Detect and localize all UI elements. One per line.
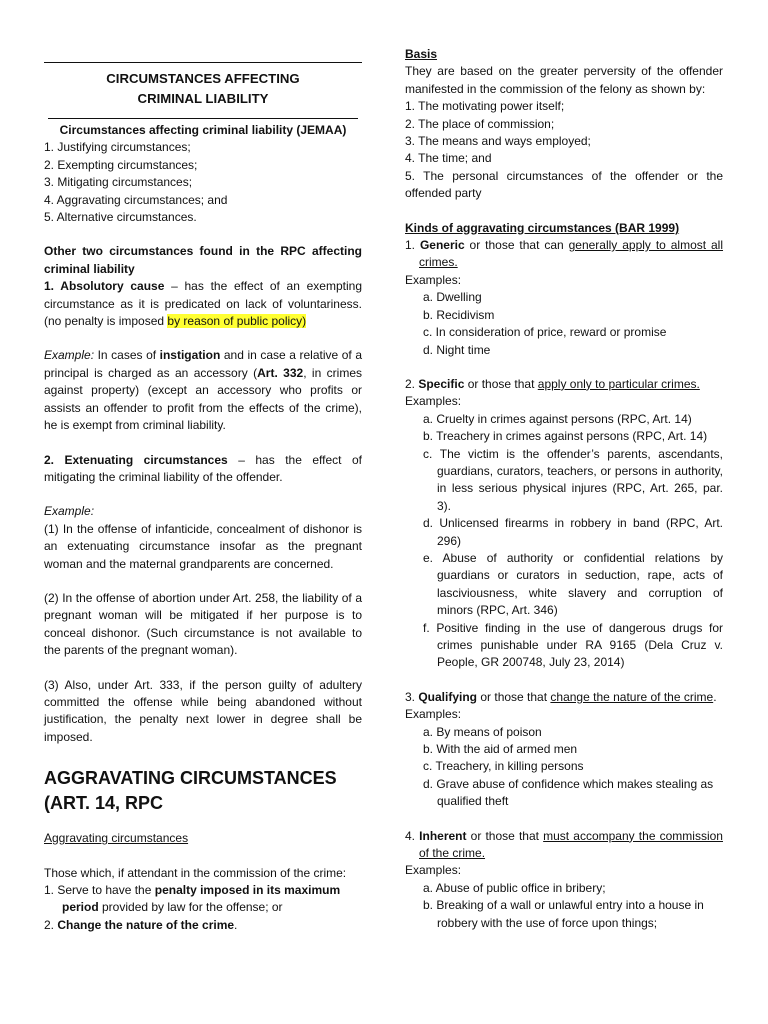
change-text: 2.: [44, 917, 58, 932]
basis-text: They are based on the greater perversity of the offender manifested in the commission of the felony as shown by:: [405, 64, 723, 96]
specific-examples: [405, 411, 723, 672]
list-item: 1. The motivating power itself;: [405, 99, 565, 114]
highlighted-text: by reason of public policy): [167, 314, 307, 329]
list-item: 5. Alternative circumstances.: [44, 210, 197, 225]
specific-item: [405, 376, 723, 393]
list-item: 3. The means and ways employed;: [405, 134, 591, 149]
generic-examples: [405, 289, 723, 359]
list-item: 4. Aggravating circumstances; and: [44, 192, 228, 207]
list-item: 1. Justifying circumstances;: [44, 140, 191, 155]
list-item: d. Unlicensed firearms in robbery in band (RPC, Art. 296): [423, 516, 723, 548]
kinds-heading: Kinds of aggravating circumstances (BAR 1999): [405, 220, 680, 235]
those-which: Those which, if attendant in the commission of the crime:: [44, 865, 347, 880]
examples-label: Examples:: [405, 707, 462, 722]
aggravating-heading-2: (ART. 14, RPC: [44, 793, 164, 814]
examples-label: Examples:: [405, 272, 462, 287]
other-heading: Other two circumstances found in the RPC affecting criminal liability: [44, 244, 362, 276]
change-text: .: [234, 917, 238, 932]
qualifying-examples: [405, 724, 723, 811]
example2-label: Example:: [44, 504, 95, 519]
doc-title-line2: CRIMINAL LIABILITY: [137, 91, 269, 106]
serve-text: 1. Serve to have the: [44, 883, 155, 897]
specific-text: 2.: [405, 376, 419, 391]
list-item: a. By means of poison: [423, 724, 542, 739]
absolutory-label: 1. Absolutory cause: [44, 279, 165, 294]
qualifying-text: 3.: [405, 689, 419, 704]
list-item: c. In consideration of price, reward or promise: [423, 325, 667, 340]
list-item: d. Grave abuse of confidence which makes stealing as qualified theft: [423, 776, 714, 809]
generic-bold: Generic: [419, 238, 465, 253]
left-column: [44, 40, 362, 934]
examples-label: Examples:: [405, 394, 462, 409]
aggravating-heading-1: AGGRAVATING CIRCUMSTANCES: [44, 768, 337, 789]
inherent-text: 4.: [405, 828, 420, 843]
example-2: (2) In the offense of abortion under Art. 258, the liability of a pregnant woman will be mitigated if her purpose is to conceal dishonor. (Such circumstance is not available to the parents of the pregnant woman).: [44, 590, 362, 658]
aggravating-subheading: Aggravating circumstances: [44, 831, 189, 846]
specific-underline: apply only to particular crimes.: [537, 376, 700, 391]
jemaa-heading: Circumstances affecting criminal liability (JEMAA): [59, 123, 347, 137]
serve-item: [44, 882, 362, 917]
list-item: 3. Mitigating circumstances;: [44, 175, 193, 190]
jemaa-list: [44, 139, 362, 226]
list-item: a. Dwelling: [423, 290, 482, 305]
basis-list: [405, 98, 723, 202]
example-3: (3) Also, under Art. 333, if the person guilty of adultery committed the offense while being abandoned without justification, the penalty next lower in degree shall be imposed.: [44, 677, 362, 744]
extenuating-paragraph: [44, 452, 362, 487]
generic-text: 1.: [405, 238, 420, 253]
top-rule: [44, 62, 362, 63]
list-item: b. Breaking of a wall or unlawful entry into a house in robbery with the use of force upon things;: [423, 898, 704, 930]
extenuating-text: – has the effect of mitigating the criminal liability of the offender.: [44, 452, 362, 484]
qualifying-bold: Qualifying: [418, 689, 478, 704]
generic-underline: generally apply to almost all crimes.: [419, 238, 724, 270]
change-bold: Change the nature of the crime: [57, 917, 235, 932]
inherent-bold: Inherent: [419, 828, 467, 843]
qualifying-text: .: [713, 689, 717, 704]
example-1: (1) In the offense of infanticide, concealment of dishonor is an extenuating circumstance insofar as the pregnant woman and the maternal grandparents are concerned.: [44, 521, 362, 571]
list-item: 2. Exempting circumstances;: [44, 157, 198, 172]
inherent-text: or those that: [466, 828, 544, 843]
list-item: a. Abuse of public office in bribery;: [423, 880, 606, 895]
specific-bold: Specific: [418, 376, 465, 391]
qualifying-underline: change the nature of the crime: [550, 689, 714, 704]
generic-item: [405, 237, 723, 272]
list-item: 4. The time; and: [405, 151, 492, 166]
example-bold: Art. 332: [257, 365, 304, 380]
example-text: In cases of: [94, 348, 160, 363]
serve-text: provided by law for the offense; or: [98, 900, 283, 915]
inherent-underline: must accompany the commission of the crime.: [419, 828, 723, 861]
doc-title-line1: CIRCUMSTANCES AFFECTING: [106, 71, 300, 86]
list-item: 2. The place of commission;: [405, 116, 555, 131]
extenuating-label: 2. Extenuating circumstances: [44, 452, 228, 467]
example-bold: instigation: [159, 348, 221, 363]
example-text: and in case a relative of a principal is charged as an accessory (: [44, 348, 362, 380]
examples-label: Examples:: [405, 863, 462, 878]
absolutory-text: – has the effect of an exempting circumstance as it is predicated on lack of voluntariness. (no penalty is imposed: [44, 279, 362, 329]
right-column: [405, 46, 723, 932]
serve-bold: penalty imposed in its maximum period: [62, 883, 341, 915]
list-item: d. Night time: [423, 342, 491, 357]
list-item: c. Treachery, in killing persons: [423, 759, 584, 774]
example-text: , in crimes against property) (except an accessory who profits or assists an offender to profit from the effects of the crime), he is exempt from criminal liability.: [44, 365, 362, 433]
list-item: b. Treachery in crimes against persons (RPC, Art. 14): [423, 429, 708, 444]
list-item: 5. The personal circumstances of the offender or the offended party: [405, 168, 723, 201]
specific-text: or those that: [464, 376, 538, 391]
list-item: c. The victim is the offender’s parents, ascendants, guardians, curators, teachers, or persons in authority, in less serious physical injures (RPC, Art. 265, par. 3).: [423, 446, 723, 513]
inherent-item: [405, 828, 723, 863]
absolutory-paragraph: [44, 278, 362, 330]
list-item: b. Recidivism: [423, 307, 495, 322]
list-item: a. Cruelty in crimes against persons (RPC, Art. 14): [423, 411, 692, 426]
example-paragraph: [44, 347, 362, 434]
inherent-examples: [405, 880, 723, 932]
example-label: Example:: [44, 348, 95, 363]
list-item: f. Positive finding in the use of dangerous drugs for crimes punishable under RA 9165 (Dela Cruz v. People, GR 200748, July 23, 2014): [423, 620, 723, 670]
list-item: b. With the aid of armed men: [423, 742, 578, 757]
list-item: e. Abuse of authority or confidential relations by guardians or curators in seduction, rape, acts of lasciviousness, white slavery and corruption of minors (RPC, Art. 346): [423, 550, 723, 618]
qualifying-item: [405, 689, 723, 706]
basis-heading: Basis: [405, 47, 438, 61]
title-rule: [48, 118, 358, 119]
qualifying-text: or those that: [477, 689, 551, 704]
generic-text: or those that can: [464, 238, 569, 253]
change-item: [44, 917, 362, 934]
